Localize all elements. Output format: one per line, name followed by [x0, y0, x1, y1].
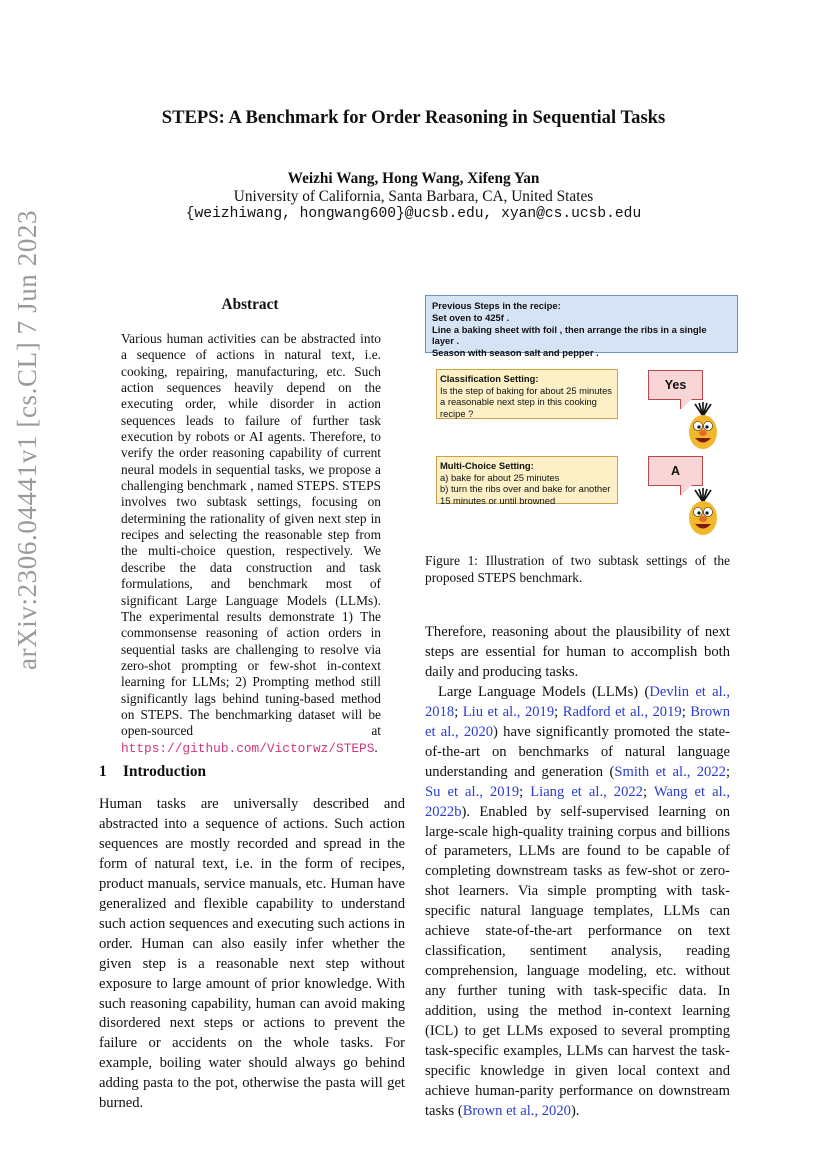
character-icon [683, 402, 723, 452]
emails: {weizhiwang, hongwang600}@ucsb.edu, xyan@cs.ucsb.edu [185, 206, 642, 222]
prev-step: Line a baking sheet with foil , then arrange the ribs in a single layer . [432, 323, 707, 347]
multichoice-label: Multi-Choice Setting: [440, 460, 534, 471]
citation-link[interactable]: Su et al., 2019 [425, 783, 520, 800]
citation-link[interactable]: Devlin et al., 2018 [425, 683, 730, 720]
text-run: ) have significantly promoted the state-of-the-art on benchmarks of natural language understanding and generation ( [425, 723, 730, 780]
section-title: Introduction [123, 763, 207, 780]
citation-link[interactable]: Wang et al., 2022b [425, 783, 730, 820]
paper-title: STEPS: A Benchmark for Order Reasoning in Sequential Tasks [161, 107, 666, 128]
abstract-body [121, 331, 381, 757]
multichoice-answer-bubble: A [648, 456, 703, 486]
text-run: Large Language Models (LLMs) ( [438, 683, 650, 700]
citation-link[interactable]: Radford et al., 2019 [562, 703, 682, 720]
citation-link[interactable]: Smith et al., 2022 [614, 763, 726, 780]
abstract-end: . [374, 739, 378, 755]
prev-step: Season with season salt and pepper . [432, 347, 599, 359]
figure-caption: Figure 1: Illustration of two subtask settings of the proposed STEPS benchmark. [425, 553, 730, 585]
intro-paragraph: Human tasks are universally described and abstracted into a sequence of actions. Such action sequences are mostly recorded and spread in the form of natural text, i.e. in the form of recipes, product manuals, service manuals, etc. Human have generalized and flexible capability to understand such action sequences and executing such actions in order. Human can also easily infer whether the given step is a reasonable next step without exposure to large amount of prior knowledge. With such reasoning capability, human can avoid making disordered next steps or actions to prevent the failure or accidents on the whole tasks. For example, boiling water should always go behind adding pasta to the pot, otherwise the pasta will get burned. [99, 796, 405, 1112]
affiliation: University of California, Santa Barbara, CA, United States [233, 188, 594, 205]
multichoice-option-a: a) bake for about 25 minutes [440, 471, 560, 483]
classification-question: Is the step of baking for about 25 minutes a reasonable next step in this cooking recipe ? [440, 384, 612, 419]
text-run: ). [570, 1102, 580, 1119]
section-number: 1 [99, 763, 107, 780]
classification-answer-bubble: Yes [648, 370, 703, 400]
prev-steps-label: Previous Steps in the recipe: [432, 300, 561, 311]
citation-link[interactable]: Brown et al., 2020 [462, 1102, 571, 1119]
character-icon [683, 488, 723, 538]
right-column-text [425, 623, 730, 1122]
classification-card [436, 369, 618, 419]
section-heading [99, 763, 206, 781]
classification-label: Classification Setting: [440, 373, 539, 384]
citation-link[interactable]: Liang et al., 2022 [530, 783, 643, 800]
multichoice-card [436, 456, 618, 504]
paragraph: Therefore, reasoning about the plausibility of next steps are essential for human to accomplish both daily and producing tasks. [425, 624, 730, 680]
paragraph: Large Language Models (LLMs) (Devlin et al., 2018; Liu et al., 2019; Radford et al., 2019; Brown et al., 2020) have significantly promoted the state-of-the-art on benchmarks of natural language understanding and generation (Smith et al., 2022; Su et al., 2019; Liang et al., 2022; Wang et al., 2022b). Enabled by self-supervised learning on large-scale high-quality training corpus and billions of parameters, LLMs are found to be capable of completing downstream tasks as few-shot or zero-shot learners. Via simple prompting with task-specific natural language templates, LLMs can achieve state-of-the-art performance on text classification, sentiment analysis, reading comprehension, language modeling, etc. without any further tuning with task-specific data. In addition, using the method in-context learning (ICL) to get LLMs exposed to several prompting task-specific examples, LLMs can harvest the task-specific knowledge in given local context and achieve human-parity performance on downstream tasks (Brown et al., 2020). [425, 683, 730, 1119]
dataset-link[interactable]: https://github.com/Victorwz/STEPS [121, 740, 375, 756]
figure-previous-steps [425, 295, 738, 359]
citation-link[interactable]: Brown et al., 2020 [425, 703, 730, 740]
multichoice-option-b: b) turn the ribs over and bake for another 15 minutes or until browned [440, 483, 611, 506]
citation-link[interactable]: Liu et al., 2019 [462, 703, 555, 720]
text-run: ). Enabled by self-supervised learning on large-scale high-quality training corpus and billions of parameters, LLMs are found to be capable of completing downstream tasks as few-shot or zero-shot learners. Via simple prompting with task-specific natural language templates, LLMs can achieve state-of-the-art performance on text classification, sentiment analysis, reading comprehension, language modeling, etc. without any further tuning with task-specific data. In addition, using the method in-context learning (ICL) to get LLMs exposed to several prompting task-specific examples, LLMs can harvest the task-specific knowledge in given local context and achieve human-parity performance on downstream tasks ( [425, 803, 730, 1119]
arxiv-stamp: arXiv:2306.04441v1 [cs.CL] 7 Jun 2023 [12, 209, 42, 670]
authors: Weizhi Wang, Hong Wang, Xifeng Yan [287, 170, 540, 187]
abstract-text: Various human activities can be abstracted into a sequence of actions in natural text, i.e. cooking, repairing, manufacturing, etc. Such action sequences heavily depend on the executing order, while disorder in action sequences leads to failure of further task execution by robots or AI agents. Therefore, to verify the order reasoning capability of current neural models in sequential tasks, we propose a challenging benchmark , named STEPS. STEPS involves two subtask settings, focusing on determining the rationality of given next step in recipes and selecting the reasonable step from the multi-choice question, respectively. We describe the data construction and task formulations, and benchmark most of significant Large Language Models (LLMs). The experimental results demonstrate 1) The commonsense reasoning of action orders in sequential tasks are challenging to resolve via zero-shot prompting or few-shot in-context learning for LLMs; 2) Prompting method still significantly lags behind tuning-based method on STEPS. The benchmarking dataset will be open-sourced at [121, 331, 381, 739]
prev-step: Set oven to 425f . [432, 311, 510, 323]
abstract-heading: Abstract [221, 296, 279, 313]
